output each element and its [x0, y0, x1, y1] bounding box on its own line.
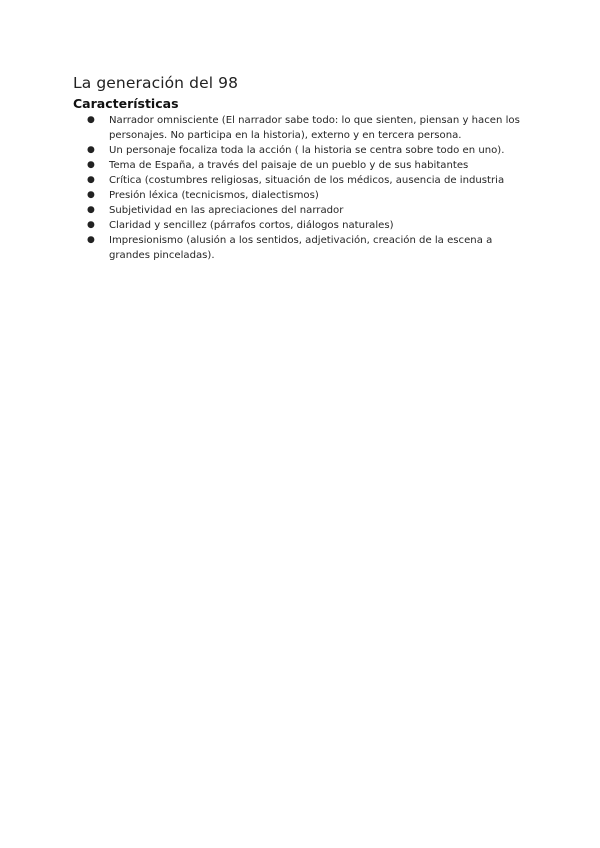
list-item: [73, 158, 533, 173]
bullet-icon: ●: [87, 160, 95, 170]
list-item: [73, 113, 533, 143]
document-content: [73, 72, 533, 263]
list-item: [73, 188, 533, 203]
list-item-text: Presión léxica (tecnicismos, dialectismos): [109, 190, 319, 201]
bullet-icon: ●: [87, 175, 95, 185]
list-item: [73, 173, 533, 188]
section-heading-caracteristicas: Características: [73, 96, 179, 111]
list-item-text: Crítica (costumbres religiosas, situación de los médicos, ausencia de industria: [109, 175, 505, 186]
list-item-text: Impresionismo (alusión a los sentidos, adjetivación, creación de la escena a grandes pinceladas).: [109, 235, 493, 261]
bullet-icon: ●: [87, 115, 95, 125]
bullet-icon: ●: [87, 220, 95, 230]
bullet-icon: ●: [87, 190, 95, 200]
list-item-text: Claridad y sencillez (párrafos cortos, diálogos naturales): [109, 220, 394, 231]
document-title: La generación del 98: [73, 74, 239, 92]
list-item: [73, 143, 533, 158]
list-item: [73, 218, 533, 233]
list-item: [73, 203, 533, 218]
bullet-icon: ●: [87, 205, 95, 215]
list-item-text: Subjetividad en las apreciaciones del narrador: [109, 205, 344, 216]
list-item-text: Narrador omnisciente (El narrador sabe todo: lo que sienten, piensan y hacen los personajes. No participa en la historia), externo y en tercera persona.: [109, 115, 520, 141]
list-item-text: Un personaje focaliza toda la acción ( la historia se centra sobre todo en uno).: [109, 145, 505, 156]
list-item: [73, 233, 533, 263]
list-item-text: Tema de España, a través del paisaje de un pueblo y de sus habitantes: [109, 160, 469, 171]
bullet-icon: ●: [87, 145, 95, 155]
bullet-icon: ●: [87, 235, 95, 245]
characteristics-list: [73, 113, 533, 263]
